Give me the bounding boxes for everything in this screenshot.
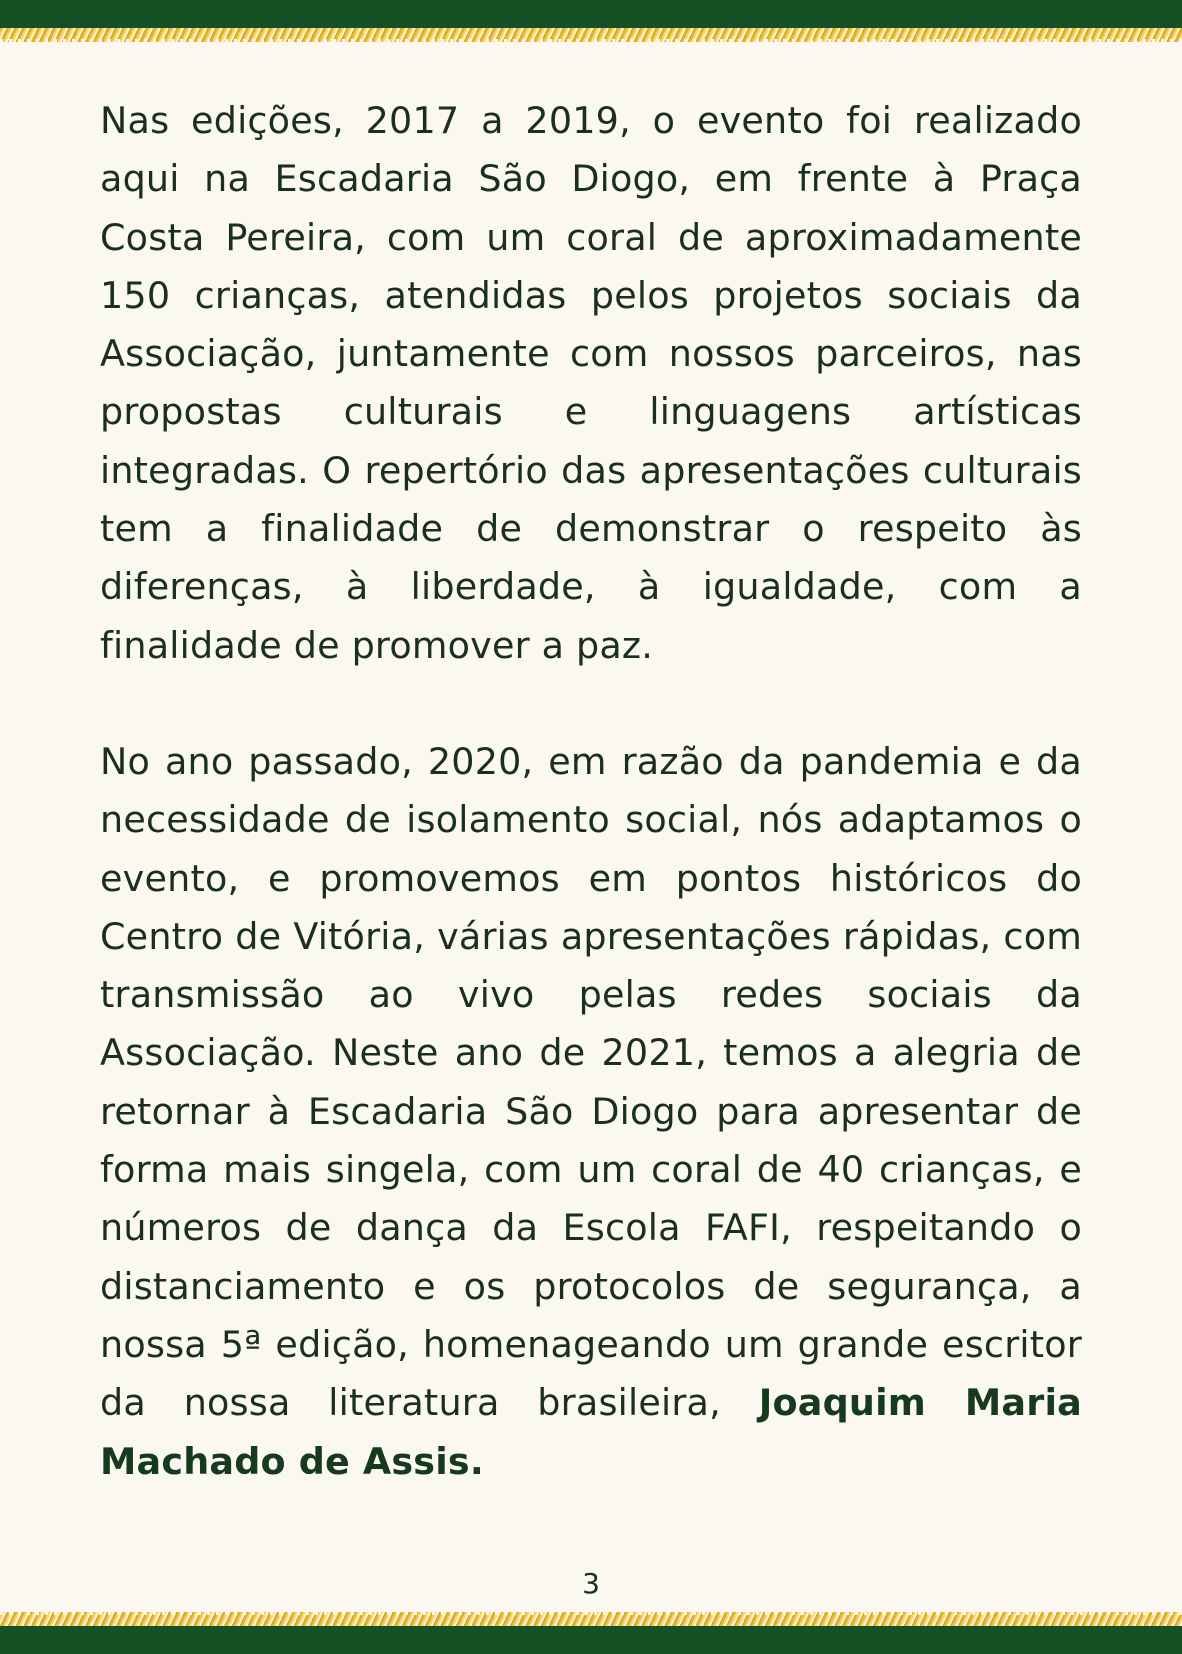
honoree-name: Joaquim Maria Machado de Assis. <box>100 1381 1082 1483</box>
bottom-gold-trim <box>0 1612 1182 1626</box>
page-number: 3 <box>582 1567 600 1600</box>
paragraph-current-edition <box>100 733 1082 1491</box>
paragraph-history: Nas edições, 2017 a 2019, o evento foi realizado aqui na Escadaria São Diogo, em frente à Praça Costa Pereira, com um coral de aproximadamente 150 crianças, atendidas pelos projetos sociais da Associação, juntamente com nossos parceiros, nas propostas culturais e linguagens artísticas integradas. O repertório das apresentações culturais tem a finalidade de demonstrar o respeito às diferenças, à liberdade, à igualdade, com a finalidade de promover a paz. <box>100 99 1082 667</box>
top-gold-trim <box>0 28 1182 42</box>
bottom-green-band <box>0 1626 1182 1654</box>
top-green-band <box>0 0 1182 28</box>
paragraph-current-edition-text: No ano passado, 2020, em razão da pandemia e da necessidade de isolamento social, nós adaptamos o evento, e promovemos em pontos históricos do Centro de Vitória, várias apresentações rápidas, com transmissão ao vivo pelas redes sociais da Associação. Neste ano de 2021, temos a alegria de retornar à Escadaria São Diogo para apresentar de forma mais singela, com um coral de 40 crianças, e números de dança da Escola FAFI, respeitando o distanciamento e os protocolos de segurança, a nossa 5ª edição, homenageando um grande escritor da nossa literatura brasileira, <box>100 739 1082 1425</box>
page-body <box>100 92 1082 1491</box>
